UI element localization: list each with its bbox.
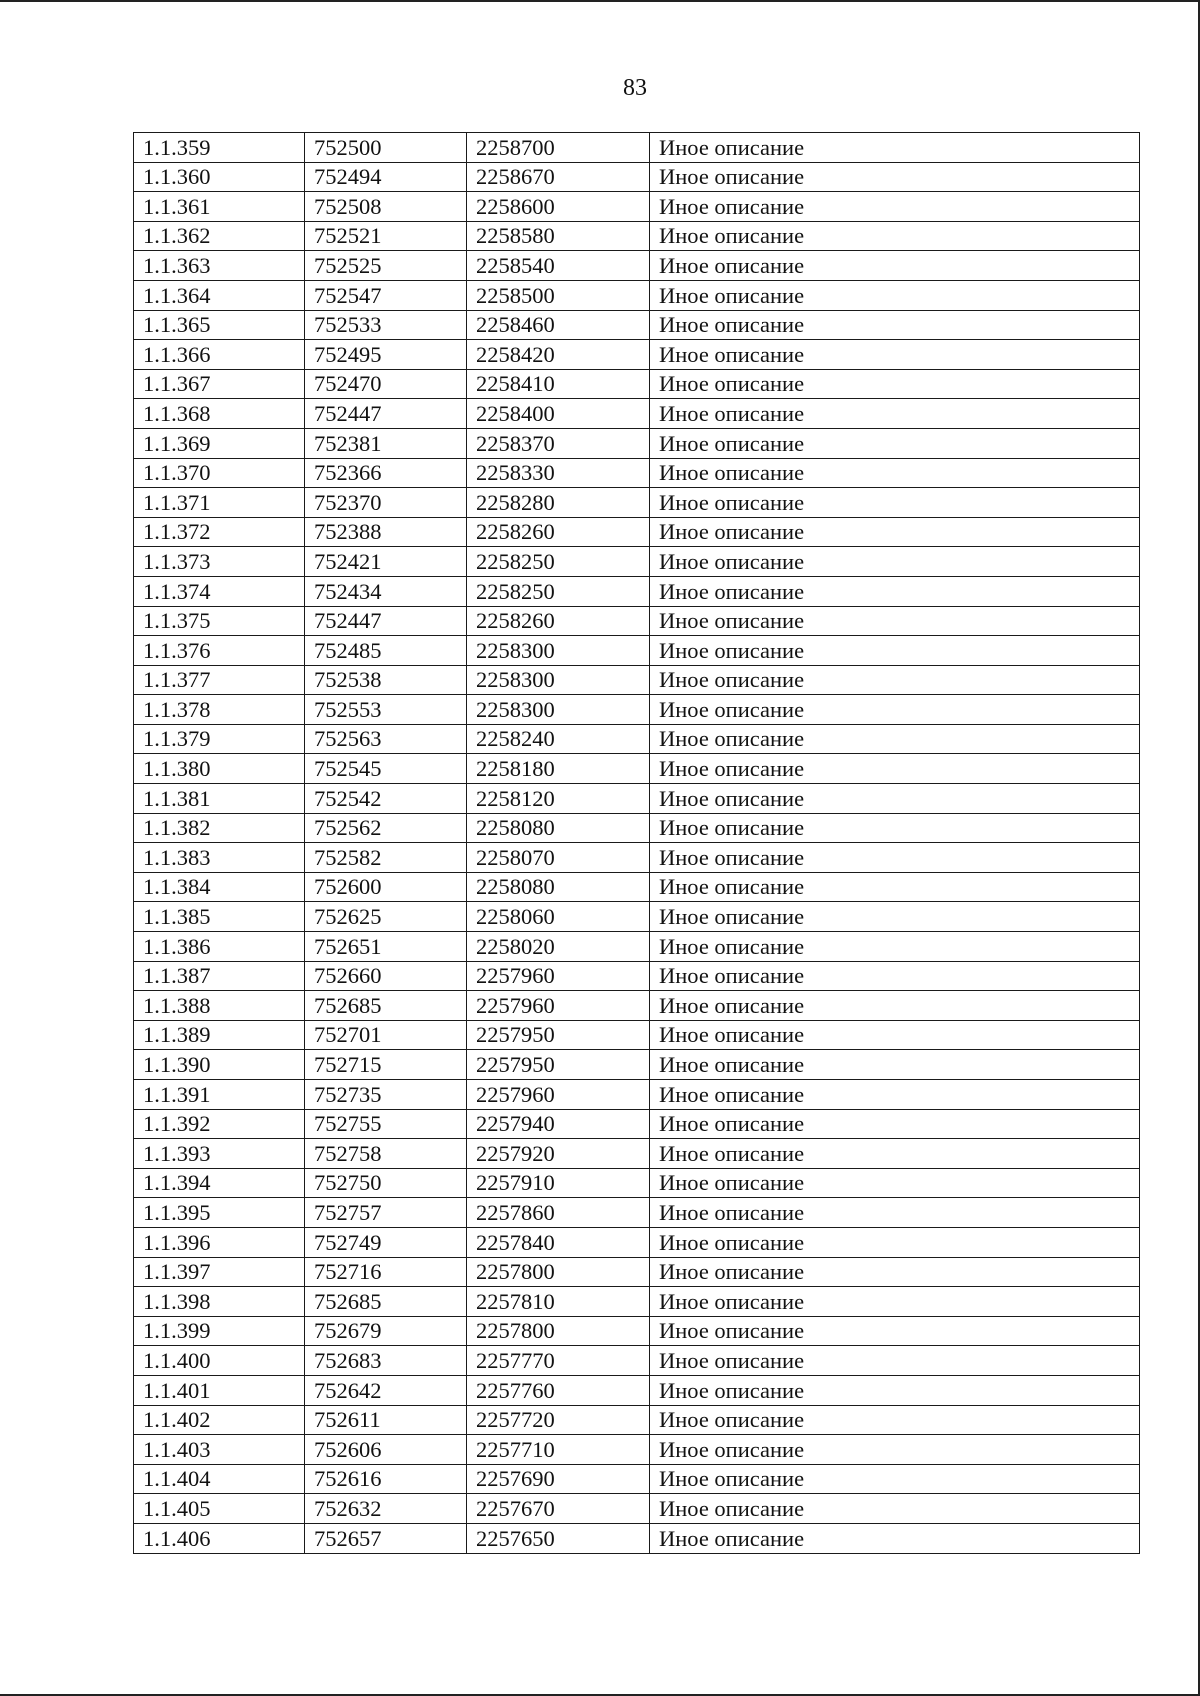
table-row <box>134 813 1140 843</box>
table-row <box>134 547 1140 577</box>
y-coordinate-cell: 2258250 <box>467 547 650 577</box>
point-number-cell: 1.1.362 <box>134 221 305 251</box>
description-cell: Иное описание <box>650 1316 1140 1346</box>
x-coordinate-cell: 752447 <box>305 606 467 636</box>
y-coordinate-cell: 2257650 <box>467 1523 650 1553</box>
y-coordinate-cell: 2257800 <box>467 1316 650 1346</box>
table-row <box>134 932 1140 962</box>
description-cell: Иное описание <box>650 665 1140 695</box>
table-row <box>134 724 1140 754</box>
table-row <box>134 1435 1140 1465</box>
description-cell: Иное описание <box>650 843 1140 873</box>
point-number-cell: 1.1.360 <box>134 162 305 192</box>
point-number-cell: 1.1.405 <box>134 1494 305 1524</box>
description-cell: Иное описание <box>650 1346 1140 1376</box>
description-cell: Иное описание <box>650 872 1140 902</box>
table-row <box>134 1198 1140 1228</box>
x-coordinate-cell: 752616 <box>305 1464 467 1494</box>
x-coordinate-cell: 752538 <box>305 665 467 695</box>
point-number-cell: 1.1.386 <box>134 932 305 962</box>
x-coordinate-cell: 752542 <box>305 784 467 814</box>
table-row <box>134 1020 1140 1050</box>
description-cell: Иное описание <box>650 961 1140 991</box>
description-cell: Иное описание <box>650 932 1140 962</box>
description-cell: Иное описание <box>650 280 1140 310</box>
description-cell: Иное описание <box>650 340 1140 370</box>
description-cell: Иное описание <box>650 1109 1140 1139</box>
point-number-cell: 1.1.371 <box>134 488 305 518</box>
table-row <box>134 1494 1140 1524</box>
point-number-cell: 1.1.387 <box>134 961 305 991</box>
table-row <box>134 991 1140 1021</box>
y-coordinate-cell: 2257670 <box>467 1494 650 1524</box>
x-coordinate-cell: 752701 <box>305 1020 467 1050</box>
y-coordinate-cell: 2258580 <box>467 221 650 251</box>
table-row <box>134 340 1140 370</box>
table-row <box>134 1257 1140 1287</box>
point-number-cell: 1.1.381 <box>134 784 305 814</box>
x-coordinate-cell: 752533 <box>305 310 467 340</box>
x-coordinate-cell: 752500 <box>305 133 467 163</box>
x-coordinate-cell: 752750 <box>305 1168 467 1198</box>
table-row <box>134 488 1140 518</box>
x-coordinate-cell: 752495 <box>305 340 467 370</box>
x-coordinate-cell: 752521 <box>305 221 467 251</box>
x-coordinate-cell: 752716 <box>305 1257 467 1287</box>
x-coordinate-cell: 752611 <box>305 1405 467 1435</box>
x-coordinate-cell: 752421 <box>305 547 467 577</box>
x-coordinate-cell: 752660 <box>305 961 467 991</box>
x-coordinate-cell: 752485 <box>305 636 467 666</box>
point-number-cell: 1.1.406 <box>134 1523 305 1553</box>
point-number-cell: 1.1.370 <box>134 458 305 488</box>
y-coordinate-cell: 2258370 <box>467 428 650 458</box>
table-row <box>134 399 1140 429</box>
description-cell: Иное описание <box>650 547 1140 577</box>
y-coordinate-cell: 2258410 <box>467 369 650 399</box>
point-number-cell: 1.1.361 <box>134 192 305 222</box>
table-row <box>134 1316 1140 1346</box>
description-cell: Иное описание <box>650 1198 1140 1228</box>
y-coordinate-cell: 2257960 <box>467 1080 650 1110</box>
point-number-cell: 1.1.401 <box>134 1375 305 1405</box>
y-coordinate-cell: 2258670 <box>467 162 650 192</box>
description-cell: Иное описание <box>650 991 1140 1021</box>
description-cell: Иное описание <box>650 192 1140 222</box>
description-cell: Иное описание <box>650 221 1140 251</box>
table-row <box>134 754 1140 784</box>
table-row <box>134 1168 1140 1198</box>
table-row <box>134 606 1140 636</box>
point-number-cell: 1.1.366 <box>134 340 305 370</box>
table-row <box>134 1080 1140 1110</box>
point-number-cell: 1.1.372 <box>134 517 305 547</box>
table-row <box>134 1464 1140 1494</box>
y-coordinate-cell: 2258070 <box>467 843 650 873</box>
point-number-cell: 1.1.390 <box>134 1050 305 1080</box>
x-coordinate-cell: 752525 <box>305 251 467 281</box>
x-coordinate-cell: 752553 <box>305 695 467 725</box>
point-number-cell: 1.1.400 <box>134 1346 305 1376</box>
x-coordinate-cell: 752545 <box>305 754 467 784</box>
y-coordinate-cell: 2258400 <box>467 399 650 429</box>
point-number-cell: 1.1.395 <box>134 1198 305 1228</box>
y-coordinate-cell: 2257950 <box>467 1050 650 1080</box>
table-row <box>134 872 1140 902</box>
description-cell: Иное описание <box>650 1139 1140 1169</box>
point-number-cell: 1.1.378 <box>134 695 305 725</box>
table-row <box>134 517 1140 547</box>
description-cell: Иное описание <box>650 695 1140 725</box>
table-row <box>134 133 1140 163</box>
description-cell: Иное описание <box>650 1405 1140 1435</box>
description-cell: Иное описание <box>650 517 1140 547</box>
y-coordinate-cell: 2258080 <box>467 872 650 902</box>
point-number-cell: 1.1.385 <box>134 902 305 932</box>
x-coordinate-cell: 752715 <box>305 1050 467 1080</box>
y-coordinate-cell: 2257860 <box>467 1198 650 1228</box>
y-coordinate-cell: 2257950 <box>467 1020 650 1050</box>
point-number-cell: 1.1.391 <box>134 1080 305 1110</box>
x-coordinate-cell: 752470 <box>305 369 467 399</box>
table-row <box>134 665 1140 695</box>
y-coordinate-cell: 2258060 <box>467 902 650 932</box>
y-coordinate-cell: 2257800 <box>467 1257 650 1287</box>
description-cell: Иное описание <box>650 1523 1140 1553</box>
y-coordinate-cell: 2258180 <box>467 754 650 784</box>
description-cell: Иное описание <box>650 369 1140 399</box>
x-coordinate-cell: 752447 <box>305 399 467 429</box>
point-number-cell: 1.1.388 <box>134 991 305 1021</box>
description-cell: Иное описание <box>650 1435 1140 1465</box>
point-number-cell: 1.1.375 <box>134 606 305 636</box>
y-coordinate-cell: 2258540 <box>467 251 650 281</box>
point-number-cell: 1.1.402 <box>134 1405 305 1435</box>
y-coordinate-cell: 2257960 <box>467 961 650 991</box>
y-coordinate-cell: 2257770 <box>467 1346 650 1376</box>
point-number-cell: 1.1.397 <box>134 1257 305 1287</box>
table-row <box>134 1523 1140 1553</box>
point-number-cell: 1.1.382 <box>134 813 305 843</box>
page-number: 83 <box>623 75 647 101</box>
point-number-cell: 1.1.363 <box>134 251 305 281</box>
table-row <box>134 695 1140 725</box>
description-cell: Иное описание <box>650 576 1140 606</box>
description-cell: Иное описание <box>650 902 1140 932</box>
y-coordinate-cell: 2257760 <box>467 1375 650 1405</box>
x-coordinate-cell: 752642 <box>305 1375 467 1405</box>
description-cell: Иное описание <box>650 1080 1140 1110</box>
description-cell: Иное описание <box>650 488 1140 518</box>
y-coordinate-cell: 2258420 <box>467 340 650 370</box>
y-coordinate-cell: 2257910 <box>467 1168 650 1198</box>
description-cell: Иное описание <box>650 133 1140 163</box>
y-coordinate-cell: 2258460 <box>467 310 650 340</box>
point-number-cell: 1.1.394 <box>134 1168 305 1198</box>
description-cell: Иное описание <box>650 813 1140 843</box>
description-cell: Иное описание <box>650 1168 1140 1198</box>
table-row <box>134 1405 1140 1435</box>
description-cell: Иное описание <box>650 251 1140 281</box>
point-number-cell: 1.1.379 <box>134 724 305 754</box>
point-number-cell: 1.1.384 <box>134 872 305 902</box>
x-coordinate-cell: 752582 <box>305 843 467 873</box>
x-coordinate-cell: 752434 <box>305 576 467 606</box>
x-coordinate-cell: 752683 <box>305 1346 467 1376</box>
table-row <box>134 1109 1140 1139</box>
x-coordinate-cell: 752366 <box>305 458 467 488</box>
point-number-cell: 1.1.403 <box>134 1435 305 1465</box>
y-coordinate-cell: 2258300 <box>467 695 650 725</box>
y-coordinate-cell: 2258330 <box>467 458 650 488</box>
description-cell: Иное описание <box>650 399 1140 429</box>
table-row <box>134 902 1140 932</box>
table-row <box>134 1375 1140 1405</box>
table-row <box>134 1050 1140 1080</box>
y-coordinate-cell: 2257940 <box>467 1109 650 1139</box>
table-row <box>134 843 1140 873</box>
y-coordinate-cell: 2258500 <box>467 280 650 310</box>
point-number-cell: 1.1.368 <box>134 399 305 429</box>
table-row <box>134 280 1140 310</box>
y-coordinate-cell: 2258020 <box>467 932 650 962</box>
coordinates-table-body <box>134 133 1140 1554</box>
x-coordinate-cell: 752388 <box>305 517 467 547</box>
x-coordinate-cell: 752757 <box>305 1198 467 1228</box>
table-row <box>134 1287 1140 1317</box>
description-cell: Иное описание <box>650 1050 1140 1080</box>
y-coordinate-cell: 2258300 <box>467 636 650 666</box>
x-coordinate-cell: 752758 <box>305 1139 467 1169</box>
table-row <box>134 428 1140 458</box>
x-coordinate-cell: 752625 <box>305 902 467 932</box>
point-number-cell: 1.1.396 <box>134 1227 305 1257</box>
table-row <box>134 221 1140 251</box>
table-row <box>134 961 1140 991</box>
description-cell: Иное описание <box>650 1494 1140 1524</box>
description-cell: Иное описание <box>650 606 1140 636</box>
x-coordinate-cell: 752657 <box>305 1523 467 1553</box>
table-row <box>134 636 1140 666</box>
y-coordinate-cell: 2257840 <box>467 1227 650 1257</box>
description-cell: Иное описание <box>650 754 1140 784</box>
point-number-cell: 1.1.369 <box>134 428 305 458</box>
point-number-cell: 1.1.398 <box>134 1287 305 1317</box>
point-number-cell: 1.1.365 <box>134 310 305 340</box>
description-cell: Иное описание <box>650 1257 1140 1287</box>
x-coordinate-cell: 752563 <box>305 724 467 754</box>
y-coordinate-cell: 2258260 <box>467 606 650 636</box>
table-row <box>134 192 1140 222</box>
x-coordinate-cell: 752749 <box>305 1227 467 1257</box>
x-coordinate-cell: 752755 <box>305 1109 467 1139</box>
point-number-cell: 1.1.359 <box>134 133 305 163</box>
x-coordinate-cell: 752562 <box>305 813 467 843</box>
y-coordinate-cell: 2258240 <box>467 724 650 754</box>
x-coordinate-cell: 752381 <box>305 428 467 458</box>
point-number-cell: 1.1.367 <box>134 369 305 399</box>
table-row <box>134 458 1140 488</box>
point-number-cell: 1.1.374 <box>134 576 305 606</box>
y-coordinate-cell: 2257810 <box>467 1287 650 1317</box>
coordinates-table <box>133 132 1140 1554</box>
y-coordinate-cell: 2258120 <box>467 784 650 814</box>
y-coordinate-cell: 2258280 <box>467 488 650 518</box>
point-number-cell: 1.1.376 <box>134 636 305 666</box>
y-coordinate-cell: 2257720 <box>467 1405 650 1435</box>
table-row <box>134 576 1140 606</box>
x-coordinate-cell: 752600 <box>305 872 467 902</box>
point-number-cell: 1.1.377 <box>134 665 305 695</box>
x-coordinate-cell: 752494 <box>305 162 467 192</box>
y-coordinate-cell: 2257690 <box>467 1464 650 1494</box>
table-row <box>134 1139 1140 1169</box>
table-row <box>134 251 1140 281</box>
y-coordinate-cell: 2258300 <box>467 665 650 695</box>
point-number-cell: 1.1.380 <box>134 754 305 784</box>
description-cell: Иное описание <box>650 1464 1140 1494</box>
description-cell: Иное описание <box>650 636 1140 666</box>
description-cell: Иное описание <box>650 1227 1140 1257</box>
point-number-cell: 1.1.364 <box>134 280 305 310</box>
point-number-cell: 1.1.373 <box>134 547 305 577</box>
point-number-cell: 1.1.383 <box>134 843 305 873</box>
table-row <box>134 1346 1140 1376</box>
table-row <box>134 310 1140 340</box>
table-row <box>134 369 1140 399</box>
x-coordinate-cell: 752735 <box>305 1080 467 1110</box>
point-number-cell: 1.1.399 <box>134 1316 305 1346</box>
table-row <box>134 784 1140 814</box>
x-coordinate-cell: 752685 <box>305 991 467 1021</box>
x-coordinate-cell: 752370 <box>305 488 467 518</box>
x-coordinate-cell: 752547 <box>305 280 467 310</box>
y-coordinate-cell: 2258600 <box>467 192 650 222</box>
table-row <box>134 162 1140 192</box>
description-cell: Иное описание <box>650 724 1140 754</box>
y-coordinate-cell: 2257960 <box>467 991 650 1021</box>
description-cell: Иное описание <box>650 1375 1140 1405</box>
point-number-cell: 1.1.404 <box>134 1464 305 1494</box>
point-number-cell: 1.1.389 <box>134 1020 305 1050</box>
table-row <box>134 1227 1140 1257</box>
x-coordinate-cell: 752606 <box>305 1435 467 1465</box>
y-coordinate-cell: 2257920 <box>467 1139 650 1169</box>
y-coordinate-cell: 2258700 <box>467 133 650 163</box>
x-coordinate-cell: 752685 <box>305 1287 467 1317</box>
y-coordinate-cell: 2258250 <box>467 576 650 606</box>
description-cell: Иное описание <box>650 428 1140 458</box>
description-cell: Иное описание <box>650 784 1140 814</box>
point-number-cell: 1.1.393 <box>134 1139 305 1169</box>
y-coordinate-cell: 2258260 <box>467 517 650 547</box>
description-cell: Иное описание <box>650 162 1140 192</box>
x-coordinate-cell: 752679 <box>305 1316 467 1346</box>
point-number-cell: 1.1.392 <box>134 1109 305 1139</box>
description-cell: Иное описание <box>650 458 1140 488</box>
description-cell: Иное описание <box>650 310 1140 340</box>
x-coordinate-cell: 752508 <box>305 192 467 222</box>
y-coordinate-cell: 2258080 <box>467 813 650 843</box>
description-cell: Иное описание <box>650 1287 1140 1317</box>
description-cell: Иное описание <box>650 1020 1140 1050</box>
x-coordinate-cell: 752632 <box>305 1494 467 1524</box>
x-coordinate-cell: 752651 <box>305 932 467 962</box>
y-coordinate-cell: 2257710 <box>467 1435 650 1465</box>
